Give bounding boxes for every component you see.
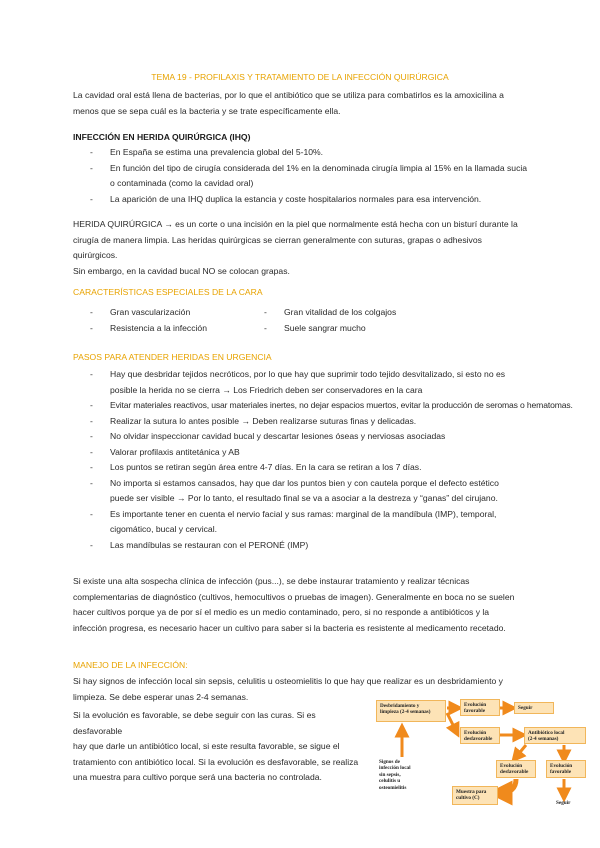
list-item: - Las mandíbulas se restauran con el PERONÉ (IMP)	[90, 539, 309, 550]
evolucion-desfavorable-box: Evolución desfavorable	[460, 727, 500, 744]
list-item: - Es importante tener en cuenta el nervio facial y sus ramas: marginal de la mandíbula (IMP), temporal, cigomático, bucal y cervical.	[90, 508, 497, 534]
text-line: HERIDA QUIRÚRGICA → es un corte o una incisión en la piel que normalmente está hecha con un bisturí durante la	[73, 219, 518, 229]
list-item: - Gran vitalidad de los colgajos	[264, 307, 397, 317]
text-line: Si hay signos de infección local sin sepsis, celulitis u osteomielitis lo que hay que realizar es un desbridamiento y	[73, 676, 503, 686]
evolucion-desfavorable-box-2: Evolución desfavorable	[496, 760, 536, 778]
section-heading-ihq: INFECCIÓN EN HERIDA QUIRÚRGICA (IHQ)	[73, 132, 251, 142]
antibiotico-local-box: Antibiótico local (2-4 semanas)	[524, 727, 586, 744]
signos-infeccion-label: Signos de infección local sin sepsis, celulitis u osteomielitis	[379, 759, 411, 791]
pasos-list	[73, 367, 573, 553]
text-line: hay que darle un antibiótico local, si este resulta favorable, se sigue el	[73, 741, 340, 751]
list-item: - Hay que desbridar tejidos necróticos, por lo que hay que suprimir todo tejido desvitalizado, si esto no es posible la herida no se cierra → Los Friedrich deben ser conservadores en la cara	[90, 369, 506, 395]
list-item: - Valorar profilaxis antitetánica y AB	[90, 446, 240, 457]
list-item: - Suele sangrar mucho	[264, 322, 366, 333]
seguir-box-top: Seguir	[514, 702, 554, 714]
text-line: complementarias de diagnóstico (cultivos, hemocultivos o pruebas de imagen). Generalmente en boca no se suelen	[73, 591, 515, 602]
desbridamiento-box: Desbridamiento y limpieza (2-4 semanas)	[376, 700, 446, 722]
text-line: cirugía de manera limpia. Las heridas quirúrgicas se cierran generalmente con suturas, grapas o adhesivos quirúrgicos.	[73, 234, 482, 260]
text-line: limpieza. Se debe esperar unas 2-4 semanas.	[73, 691, 249, 702]
list-item: - En España se estima una prevalencia global del 5-10%.	[90, 147, 324, 157]
infection-management-diagram	[376, 697, 594, 817]
list-item: - No olvidar inspeccionar cavidad bucal y descartar lesiones óseas y nerviosas asociadas	[90, 431, 446, 441]
list-item: - Evitar materiales reactivos, usar materiales inertes, no dejar espacios muertos, evitar la producción de seromas o hematomas.	[90, 400, 573, 410]
page-title: TEMA 19 - PROFILAXIS Y TRATAMIENTO DE LA INFECCIÓN QUIRÚRGICA	[151, 72, 449, 82]
text-line: Sin embargo, en la cavidad bucal NO se colocan grapas.	[73, 265, 290, 276]
text-line: La cavidad oral está llena de bacterias, por lo que el antibiótico que se utiliza para combatirlos es la amoxicilina a	[73, 90, 504, 100]
text-line: menos que se sepa cuál es la bacteria y se trate específicamente ella.	[73, 105, 341, 116]
evolucion-favorable-box: Evolución favorable	[460, 699, 500, 716]
text-line: Si existe una alta sospecha clínica de infección (pus...), se debe instaurar tratamiento y realizar técnicas	[73, 576, 470, 586]
list-item: - Gran vascularización	[90, 307, 191, 317]
manejo-paragraph-narrow	[73, 708, 367, 786]
sospecha-paragraph	[73, 574, 527, 636]
cara-list-right	[247, 305, 477, 336]
evolucion-favorable-box-2: Evolución favorable	[546, 760, 586, 778]
list-item: - Los puntos se retiran según área entre 4-7 días. En la cara se retiran a los 7 días.	[90, 462, 422, 472]
arrow	[447, 713, 456, 731]
text-line: Si la evolución es favorable, se debe seguir con las curas. Si es desfavorable	[73, 710, 316, 736]
list-item: - No importa si estamos cansados, hay que dar los puntos bien y con cautela porque el defecto estético puede ser visible → Por lo tanto, el resultado final se va a asociar a la destreza y “ganas” del cirujano.	[90, 477, 499, 503]
text-line: una muestra para cultivo porque será una bacteria no controlada.	[73, 772, 322, 782]
muestra-cultivo-box: Muestra para cultivo (C)	[452, 786, 498, 805]
section-heading-cara: CARACTERÍSTICAS ESPECIALES DE LA CARA	[73, 287, 263, 297]
herida-paragraph	[73, 217, 527, 279]
ihq-list	[73, 145, 543, 207]
seguir-label-bottom: Seguir	[556, 800, 571, 806]
arrow	[516, 745, 526, 757]
list-item: - Resistencia a la infección	[90, 322, 207, 333]
section-heading-pasos: PASOS PARA ATENDER HERIDAS EN URGENCIA	[73, 352, 272, 362]
cara-list-left	[73, 305, 273, 336]
arrow	[500, 779, 516, 793]
list-item: - En función del tipo de cirugía considerada del 1% en la denominada cirugía limpia al 15% en la llamada sucia o contaminada (como la cavidad oral)	[90, 162, 528, 188]
list-item: - Realizar la sutura lo antes posible → Deben realizarse suturas finas y delicadas.	[90, 415, 417, 426]
section-heading-manejo: MANEJO DE LA INFECCIÓN:	[73, 660, 188, 670]
list-item: - La aparición de una IHQ duplica la estancia y coste hospitalarios normales para esa intervención.	[90, 193, 482, 204]
text-line: hacer cultivos porque ya de por sí el medio es un medio contaminado, pero, si no responde a antibióticos y la	[73, 607, 490, 617]
text-line: tratamiento con antibiótico local. Si la evolución es desfavorable, se realiza	[73, 756, 359, 767]
intro-paragraph	[73, 88, 527, 119]
text-line: infección progresa, es necesario hacer un cultivo para saber si la bacteria es resistente al medicamento recetado.	[73, 622, 506, 633]
